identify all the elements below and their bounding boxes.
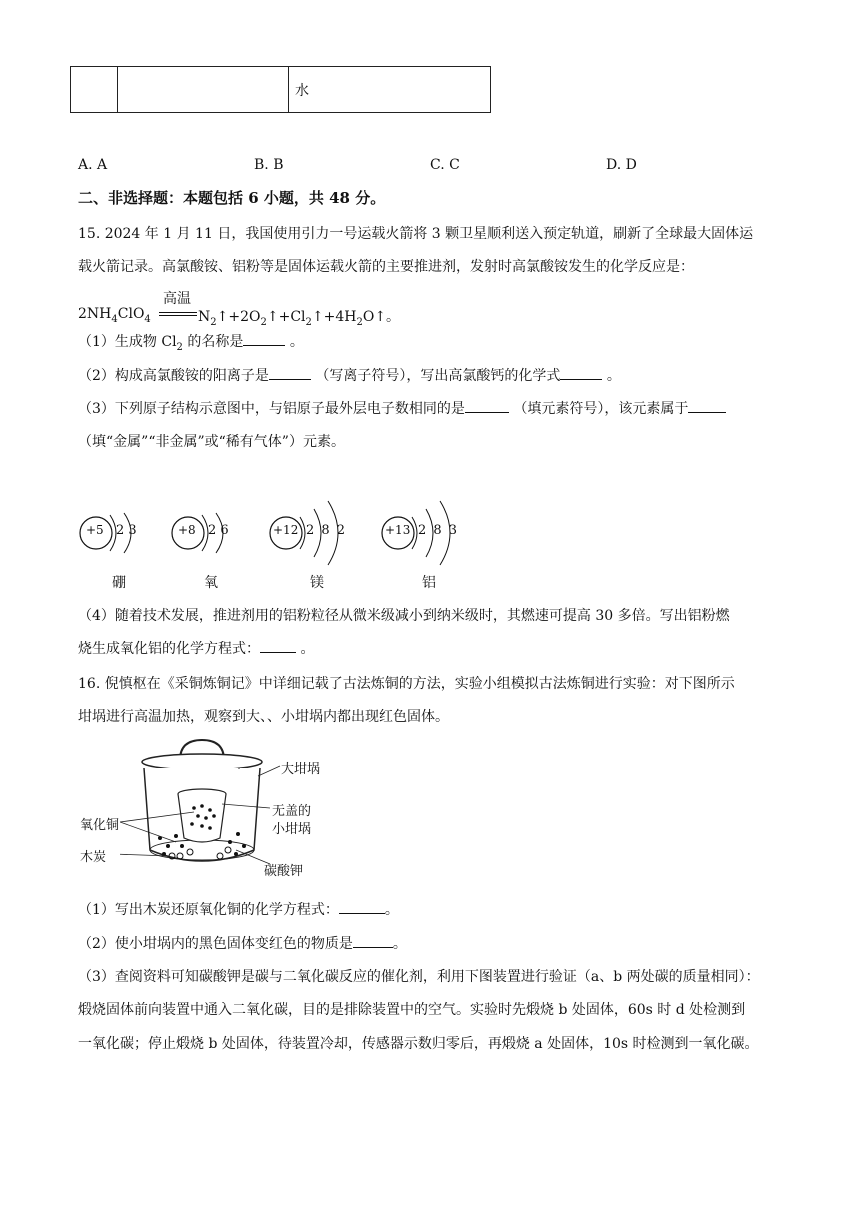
label-big-crucible: 大坩埚 <box>281 762 321 777</box>
table-cell <box>118 67 289 113</box>
atom-electrons: 2 8 2 <box>306 523 346 538</box>
q15-reaction-equation <box>78 292 498 328</box>
answer-blank[interactable] <box>243 331 285 346</box>
atom-name: 镁 <box>310 575 324 591</box>
option-d: D. D <box>606 157 637 173</box>
q16-sub3-line1: （3）查阅资料可知碳酸钾是碳与二氧化碳反应的催化剂，利用下图装置进行验证（a、b 两处碳的质量相同）： <box>78 969 760 985</box>
q16-stem-line1: 16. 倪慎枢在《采铜炼铜记》中详细记载了古法炼铜的方法，实验小组模拟古法炼铜进行实验：对下图所示 <box>78 676 735 692</box>
q15-sub2: （2）构成高氯酸铵的阳离子是 （写离子符号），写出高氯酸钙的化学式 。 <box>78 365 621 385</box>
q16-sub2: （2）使小坩埚内的黑色固体变红色的物质是 。 <box>78 933 407 953</box>
atom-electrons: 2 8 3 <box>418 523 458 538</box>
section-heading: 二、非选择题：本题包括 6 小题，共 48 分。 <box>78 189 386 207</box>
answer-blank[interactable] <box>465 398 509 413</box>
atom-name: 硼 <box>112 575 126 591</box>
option-a: A. A <box>78 157 108 173</box>
atom-name: 铝 <box>422 575 436 591</box>
atom-nucleus: +12 <box>273 523 299 537</box>
q16-sub3-line3: 一氧化碳；停止煅烧 b 处固体，待装置冷却，传感器示数归零后，再煅烧 a 处固体，10s 时检测到一氧化碳。 <box>78 1036 759 1052</box>
q15-sub1: （1）生成物 $Cl_2$ 的名称是 。 <box>78 331 304 353</box>
equals-sign <box>159 312 197 316</box>
q15-stem-line2: 载火箭记录。高氯酸铵、铝粉等是固体运载火箭的主要推进剂，发射时高氯酸铵发生的化学反应是： <box>78 259 694 275</box>
label-small-crucible-2: 小坩埚 <box>272 822 312 837</box>
q15-stem-line1: 15. 2024 年 1 月 11 日，我国使用引力一号运载火箭将 3 颗卫星顺利送入预定轨道，刷新了全球最大固体运 <box>78 226 754 242</box>
table-cell-water: 水 <box>289 67 491 113</box>
answer-blank[interactable] <box>688 398 726 413</box>
table-cell <box>71 67 118 113</box>
answer-blank[interactable] <box>339 899 385 914</box>
q15-sub4-line2: 烧生成氧化铝的化学方程式： 。 <box>78 638 314 658</box>
atom-name: 氧 <box>204 575 218 591</box>
answer-blank[interactable] <box>560 365 602 380</box>
label-potassium-carbonate: 碳酸钾 <box>264 864 304 879</box>
atom-electrons: 2 3 <box>116 523 137 538</box>
label-small-crucible-1: 无盖的 <box>272 804 312 819</box>
equation-reactant: $2NH_4ClO_4$ <box>78 306 151 325</box>
atom-nucleus: +8 <box>178 523 196 537</box>
q16-sub3-line2: 煅烧固体前向装置中通入二氧化碳，目的是排除装置中的空气。实验时先煅烧 b 处固体，60s 时 d 处检测到 <box>78 1002 746 1018</box>
atom-nucleus: +5 <box>86 523 104 537</box>
q15-sub4-line1: （4）随着技术发展，推进剂用的铝粉粒径从微米级减小到纳米级时，其燃速可提高 30 多倍。写出铝粉燃 <box>78 608 730 624</box>
atom-nucleus: +13 <box>385 523 411 537</box>
q16-stem-line2: 坩埚进行高温加热，观察到大、、小坩埚内都出现红色固体。 <box>78 709 449 725</box>
answer-blank[interactable] <box>269 365 311 380</box>
label-charcoal: 木炭 <box>80 850 107 865</box>
q15-sub3-line2: （填“金属”“非金属”或“稀有气体”）元素。 <box>78 434 345 450</box>
q16-sub1: （1）写出木炭还原氧化铜的化学方程式： 。 <box>78 899 399 919</box>
answer-table-fragment <box>70 66 491 113</box>
q15-sub3-line1: （3）下列原子结构示意图中，与铝原子最外层电子数相同的是 （填元素符号），该元素属于 <box>78 398 726 418</box>
answer-blank[interactable] <box>260 638 296 653</box>
answer-blank[interactable] <box>353 933 393 948</box>
equation-products: $N_2↑+2O_2↑+Cl_2↑+4H_2O↑$。 <box>198 309 401 328</box>
option-b: B. B <box>254 157 284 173</box>
atom-electrons: 2 6 <box>208 523 229 538</box>
equation-condition: 高温 <box>163 291 191 307</box>
option-c: C. C <box>430 157 460 173</box>
label-copper-oxide: 氧化铜 <box>80 818 120 833</box>
